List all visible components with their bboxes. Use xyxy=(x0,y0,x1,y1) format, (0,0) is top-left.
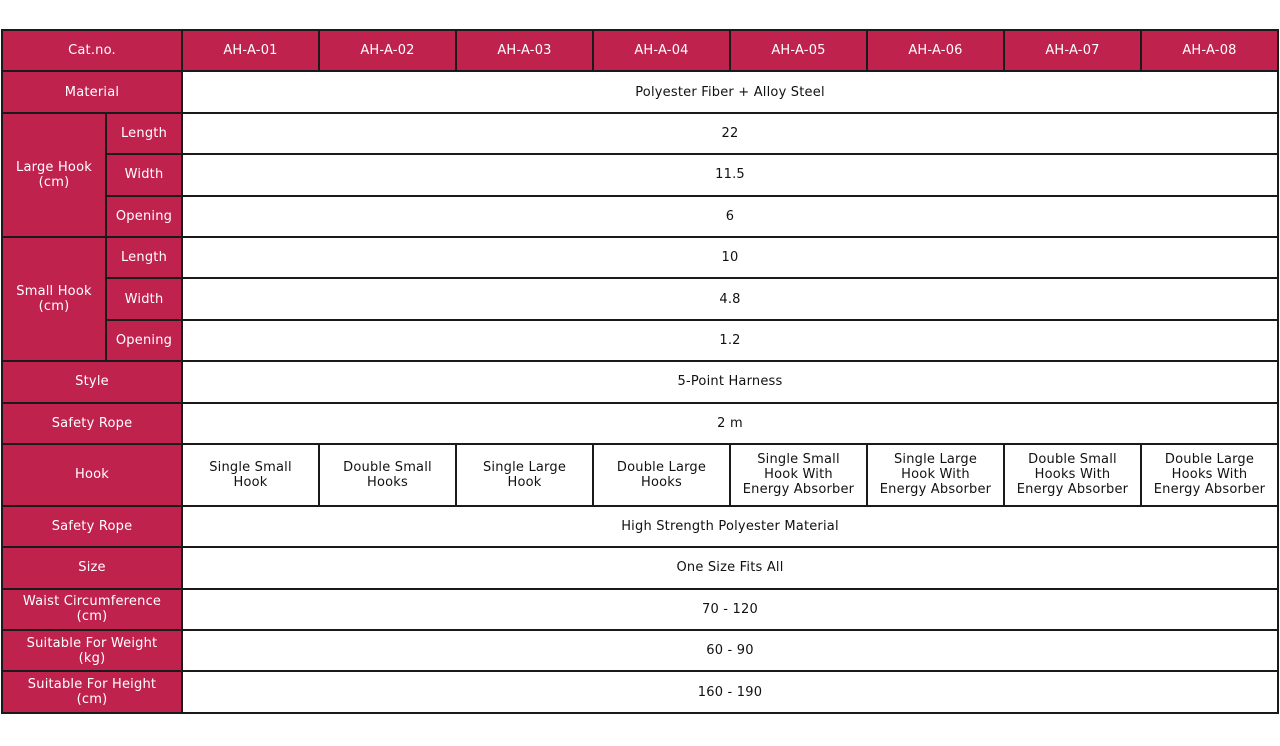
small-hook-opening-label: Opening xyxy=(106,320,182,361)
hook-cell: Double Small Hooks xyxy=(319,444,456,506)
material-value: Polyester Fiber + Alloy Steel xyxy=(182,71,1278,112)
large-hook-label: Large Hook (cm) xyxy=(2,113,106,237)
waist-label: Waist Circumference (cm) xyxy=(2,589,182,630)
cat-no-cell: AH-A-03 xyxy=(456,30,593,71)
size-row xyxy=(2,547,1278,588)
small-hook-opening-row xyxy=(2,320,1278,361)
waist-value: 70 - 120 xyxy=(182,589,1278,630)
cat-no-cell: AH-A-02 xyxy=(319,30,456,71)
cat-no-cell: AH-A-06 xyxy=(867,30,1004,71)
large-hook-opening-value: 6 xyxy=(182,196,1278,237)
small-hook-length-value: 10 xyxy=(182,237,1278,278)
small-hook-width-value: 4.8 xyxy=(182,278,1278,319)
material-row xyxy=(2,71,1278,112)
weight-value: 60 - 90 xyxy=(182,630,1278,671)
cat-no-cell: AH-A-01 xyxy=(182,30,319,71)
size-label: Size xyxy=(2,547,182,588)
hook-label: Hook xyxy=(2,444,182,506)
small-hook-length-label: Length xyxy=(106,237,182,278)
hook-row xyxy=(2,444,1278,506)
height-value: 160 - 190 xyxy=(182,671,1278,712)
hook-cell: Single Large Hook xyxy=(456,444,593,506)
large-hook-opening-label: Opening xyxy=(106,196,182,237)
safety-rope-value: 2 m xyxy=(182,403,1278,444)
large-hook-width-label: Width xyxy=(106,154,182,195)
safety-rope-material-label: Safety Rope xyxy=(2,506,182,547)
safety-rope-material-value: High Strength Polyester Material xyxy=(182,506,1278,547)
safety-rope-label: Safety Rope xyxy=(2,403,182,444)
style-value: 5-Point Harness xyxy=(182,361,1278,402)
small-hook-opening-value: 1.2 xyxy=(182,320,1278,361)
material-label: Material xyxy=(2,71,182,112)
cat-no-cell: AH-A-07 xyxy=(1004,30,1141,71)
small-hook-width-row xyxy=(2,278,1278,319)
hook-cell: Single Small Hook With Energy Absorber xyxy=(730,444,867,506)
cat-no-cell: AH-A-04 xyxy=(593,30,730,71)
weight-label: Suitable For Weight (kg) xyxy=(2,630,182,671)
cat-no-cell: AH-A-05 xyxy=(730,30,867,71)
large-hook-length-label: Length xyxy=(106,113,182,154)
large-hook-width-row xyxy=(2,154,1278,195)
hook-cell: Double Small Hooks With Energy Absorber xyxy=(1004,444,1141,506)
hook-cell: Single Small Hook xyxy=(182,444,319,506)
hook-cell: Double Large Hooks With Energy Absorber xyxy=(1141,444,1278,506)
style-label: Style xyxy=(2,361,182,402)
waist-row xyxy=(2,589,1278,630)
small-hook-length-row xyxy=(2,237,1278,278)
large-hook-width-value: 11.5 xyxy=(182,154,1278,195)
spec-table xyxy=(1,29,1279,714)
cat-no-cell: AH-A-08 xyxy=(1141,30,1278,71)
cat-no-label: Cat.no. xyxy=(2,30,182,71)
hook-cell: Double Large Hooks xyxy=(593,444,730,506)
hook-cell: Single Large Hook With Energy Absorber xyxy=(867,444,1004,506)
small-hook-label: Small Hook (cm) xyxy=(2,237,106,361)
style-row xyxy=(2,361,1278,402)
large-hook-length-value: 22 xyxy=(182,113,1278,154)
safety-rope-material-row xyxy=(2,506,1278,547)
weight-row xyxy=(2,630,1278,671)
height-row xyxy=(2,671,1278,712)
cat-no-row xyxy=(2,30,1278,71)
height-label: Suitable For Height (cm) xyxy=(2,671,182,712)
small-hook-width-label: Width xyxy=(106,278,182,319)
large-hook-opening-row xyxy=(2,196,1278,237)
safety-rope-row xyxy=(2,403,1278,444)
size-value: One Size Fits All xyxy=(182,547,1278,588)
large-hook-length-row xyxy=(2,113,1278,154)
